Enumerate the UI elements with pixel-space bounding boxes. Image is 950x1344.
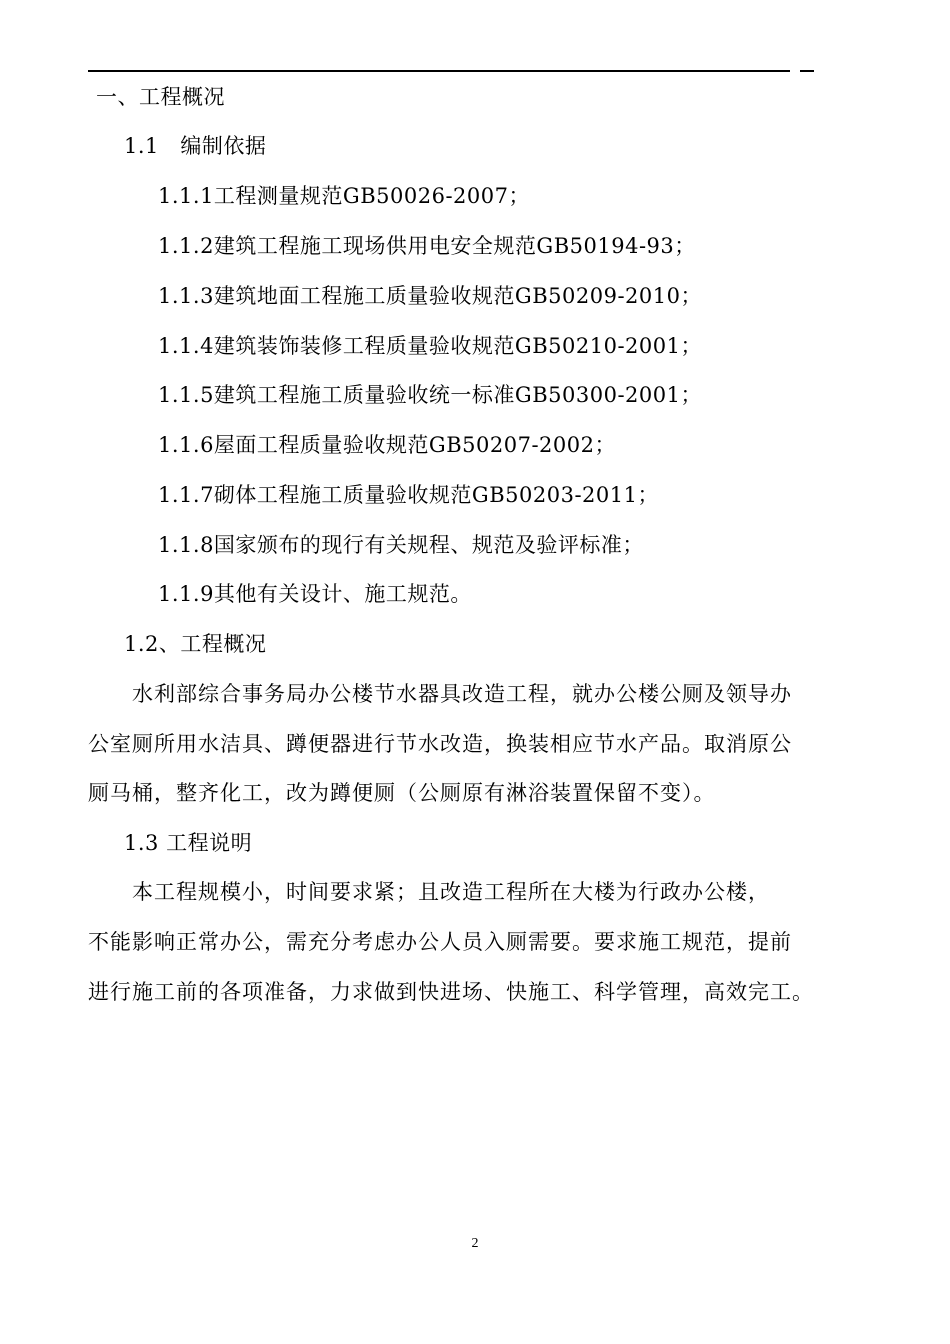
list-item: 1.1.8国家颁布的现行有关规程、规范及验评标准； [158,533,644,557]
list-item: 1.1.9其他有关设计、施工规范。 [158,582,472,606]
list-item: 1.1.2建筑工程施工现场供用电安全规范GB50194-93； [158,234,696,258]
section-heading: 一、工程概况 [96,85,225,109]
subsection-1-3-title: 1.3 工程说明 [124,831,253,855]
subsection-1-1-title: 1.1 编制依据 [124,134,267,158]
list-item: 1.1.6屋面工程质量验收规范GB50207-2002； [158,433,616,457]
paragraph-line: 不能影响正常办公，需充分考虑办公人员入厕需要。要求施工规范，提前 [88,930,792,954]
list-item: 1.1.1工程测量规范GB50026-2007； [158,184,530,208]
list-item: 1.1.5建筑工程施工质量验收统一标准GB50300-2001； [158,383,702,407]
header-rule [88,70,790,72]
subsection-1-2-title: 1.2、工程概况 [124,632,267,656]
list-item: 1.1.3建筑地面工程施工质量验收规范GB50209-2010； [158,284,702,308]
page-number: 2 [471,1236,479,1251]
paragraph-line: 水利部综合事务局办公楼节水器具改造工程，就办公楼公厕及领导办 [88,682,792,706]
list-item: 1.1.4建筑装饰装修工程质量验收规范GB50210-2001； [158,334,702,358]
paragraph-line: 厕马桶，整齐化工，改为蹲便厕（公厕原有淋浴装置保留不变）。 [88,781,716,805]
paragraph-line: 本工程规模小，时间要求紧；且改造工程所在大楼为行政办公楼， [88,880,770,904]
header-dash [800,70,814,72]
list-item: 1.1.7砌体工程施工质量验收规范GB50203-2011； [158,483,659,507]
paragraph-line: 公室厕所用水洁具、蹲便器进行节水改造，换装相应节水产品。取消原公 [88,732,792,756]
paragraph-line: 进行施工前的各项准备，力求做到快进场、快施工、科学管理，高效完工。 [88,980,814,1004]
